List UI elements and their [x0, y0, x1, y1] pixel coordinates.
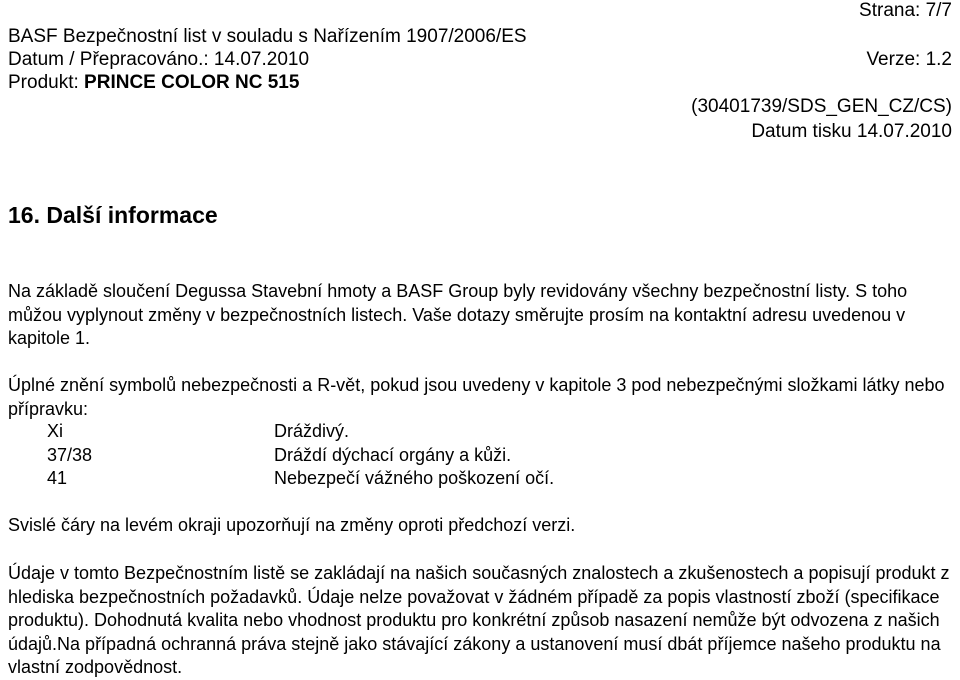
print-date: Datum tisku 14.07.2010: [751, 121, 952, 142]
disclaimer-paragraph: Údaje v tomto Bezpečnostním listě se zakládají na našich současných znalostech a zkušenostech a popisují produkt z hlediska bezpečnostních požadavků. Údaje nelze považovat v žádném případě za popis vlastností zboží (specifikace produktu). Dohodnutá kvalita nebo vhodnost produktu pro konkrétní způsob nasazení nemůže být odvozena z našich údajů.Na případná ochranná práva stejně jako stávající zákony a ustanovení musí dbát příjemce našeho produktu na vlastní zodpovědnost.: [8, 563, 950, 677]
risk-phrase-text: Dráždivý.: [274, 421, 350, 441]
risk-phrases-intro: Úplné znění symbolů nebezpečnosti a R-vět, pokud jsou uvedeny v kapitole 3 pod nebezpečnými složkami látky nebo přípravku:: [8, 375, 945, 419]
risk-phrase-code: 37/38: [47, 445, 93, 465]
product-label: Produkt:: [8, 72, 85, 93]
risk-phrase-code: Xi: [47, 421, 64, 441]
section-title: 16. Další informace: [8, 202, 218, 228]
product-line: [8, 72, 299, 94]
risk-phrase-text: Nebezpečí vážného poškození očí.: [274, 468, 555, 488]
document-code: (30401739/SDS_GEN_CZ/CS): [691, 96, 952, 117]
change-note: Svislé čáry na levém okraji upozorňují na změny oproti předchozí verzi.: [8, 515, 576, 535]
product-name: PRINCE COLOR NC 515: [84, 72, 300, 93]
page-number: Strana: 7/7: [859, 0, 952, 21]
merger-paragraph: Na základě sloučení Degussa Stavební hmoty a BASF Group byly revidovány všechny bezpečnostní listy. S toho můžou vyplynout změny v bezpečnostních listech. Vaše dotazy směrujte prosím na kontaktní adresu uvedenou v kapitole 1.: [8, 281, 908, 348]
risk-phrase-code: 41: [47, 468, 68, 488]
revision-date: Datum / Přepracováno.: 14.07.2010: [8, 49, 310, 70]
risk-phrase-text: Dráždí dýchací orgány a kůži.: [274, 445, 512, 465]
version-number: Verze: 1.2: [866, 49, 952, 70]
document-title-line: BASF Bezpečnostní list v souladu s Nařízením 1907/2006/ES: [8, 26, 527, 47]
